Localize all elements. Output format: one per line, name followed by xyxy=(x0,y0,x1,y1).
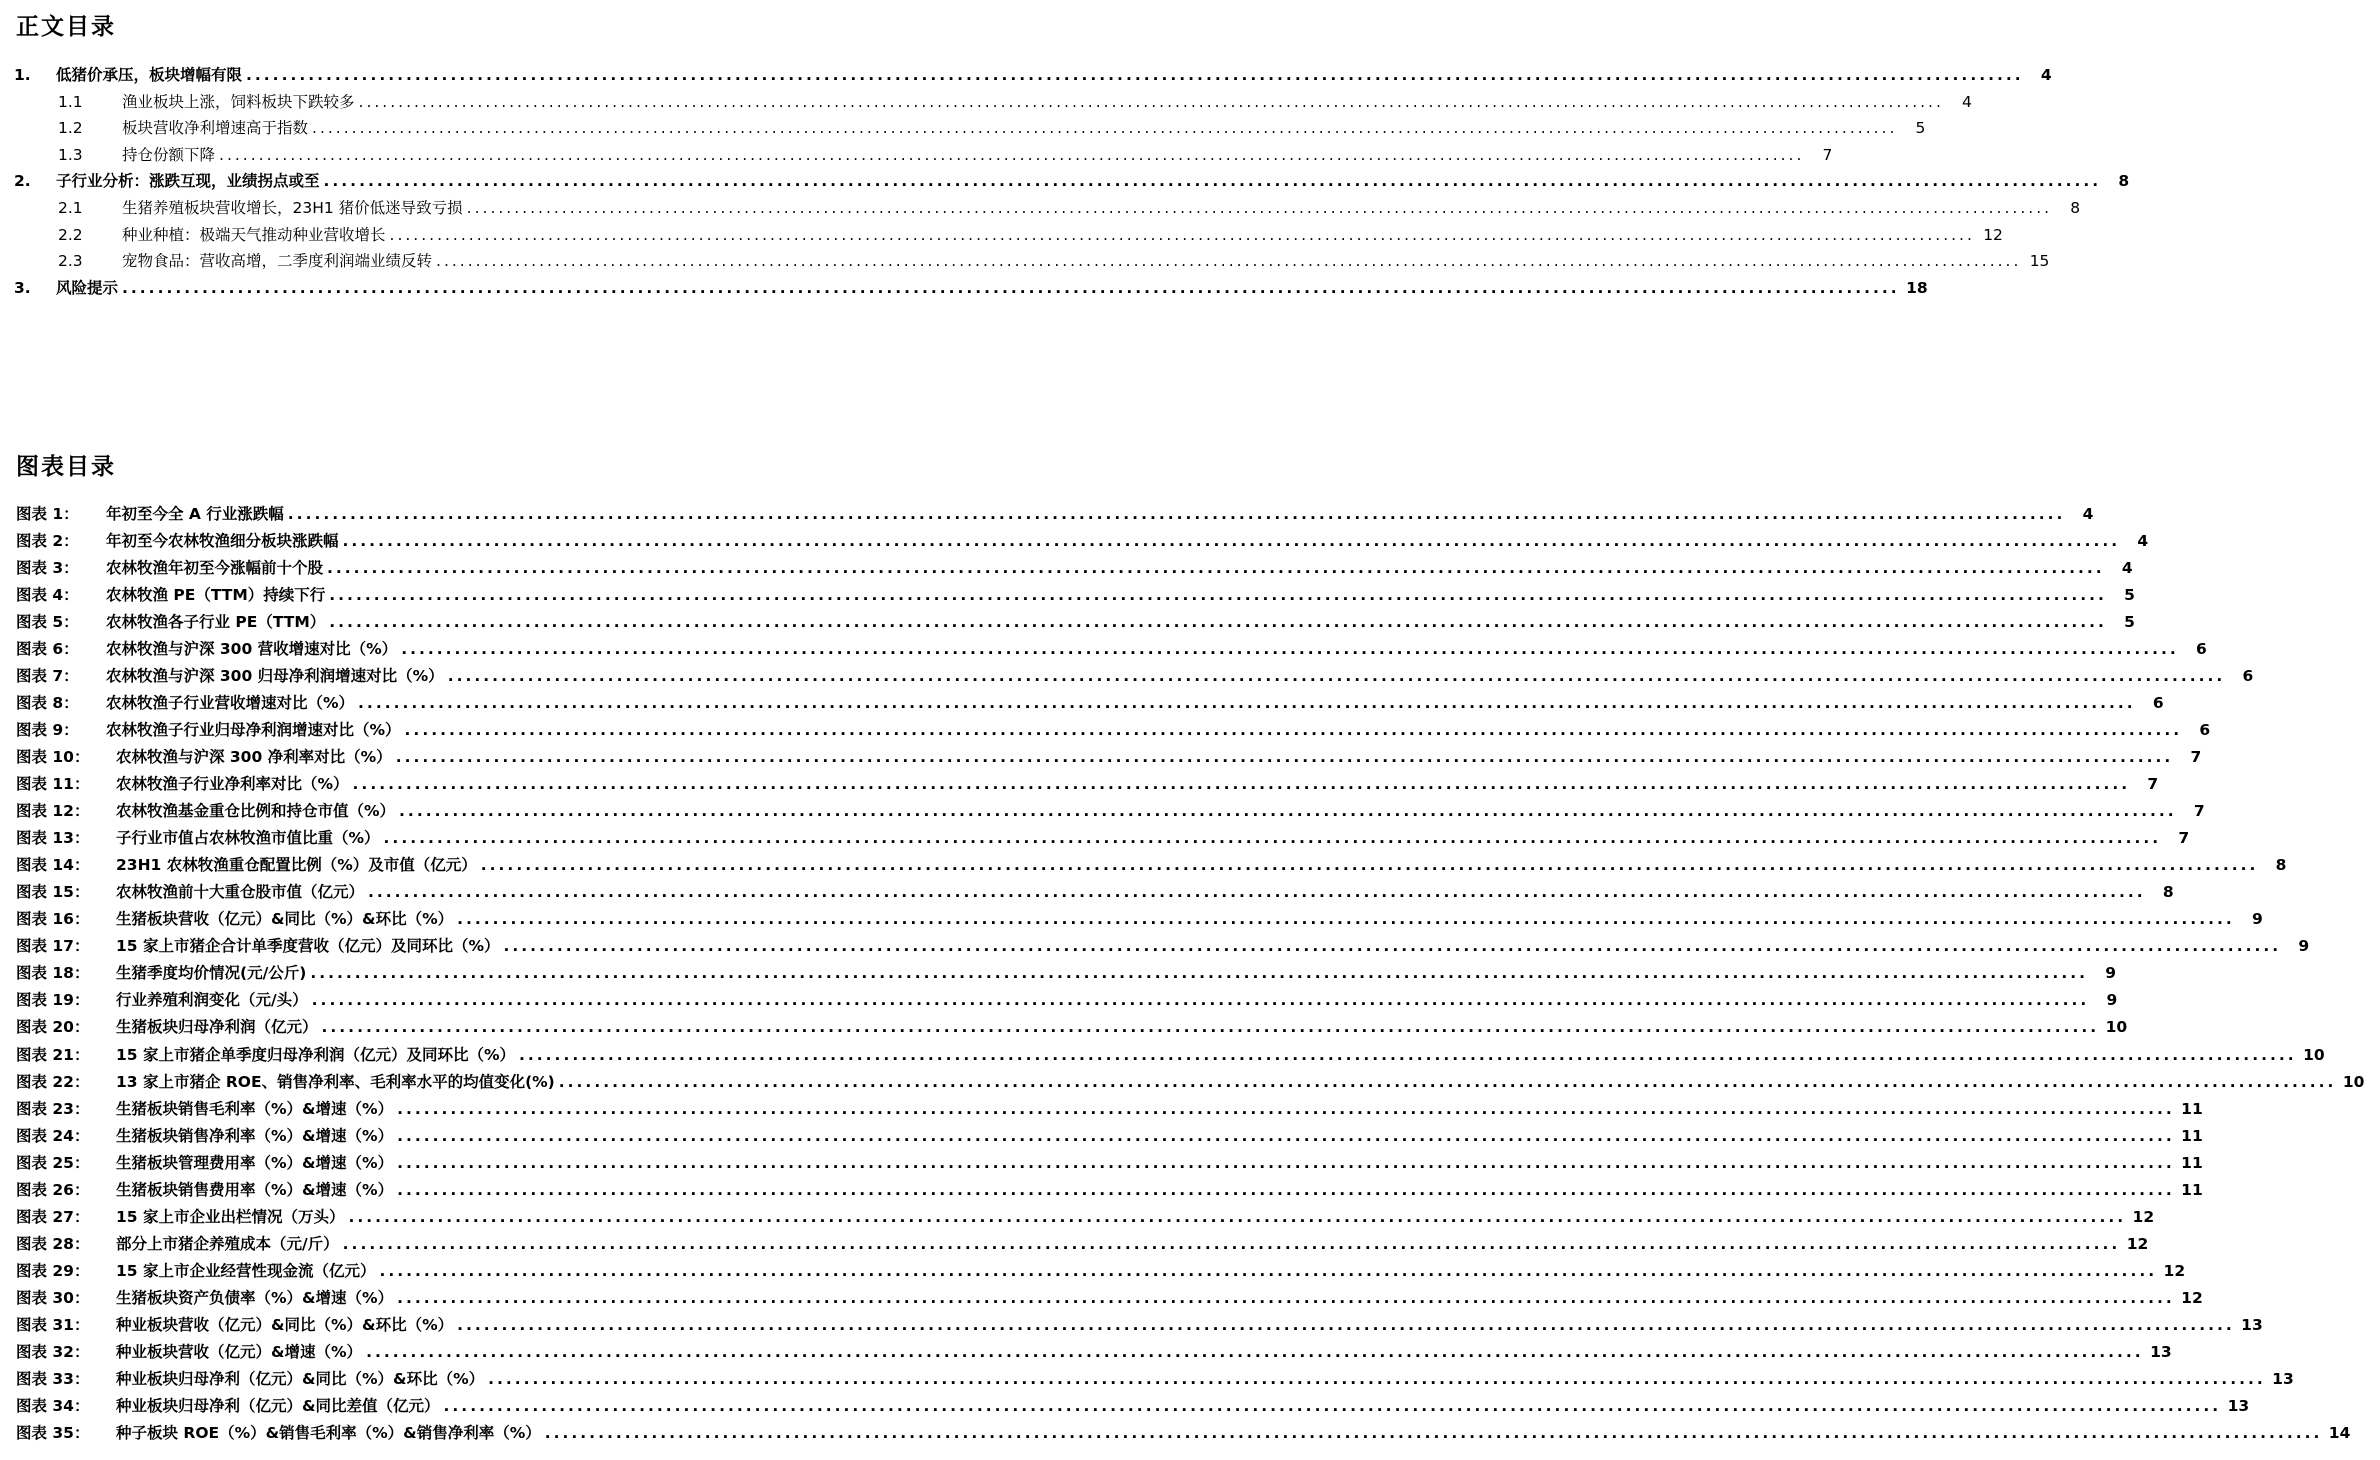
figure-entry[interactable] xyxy=(0,1312,2263,1339)
entry-title: 生猪板块销售费用率（%）&增速（%） xyxy=(116,1180,394,1199)
entry-number: 图表 12： xyxy=(16,802,90,821)
entry-title: 生猪板块管理费用率（%）&增速（%） xyxy=(116,1153,394,1172)
dot-leader: ........................................................................................................................................................................................................ xyxy=(436,252,2022,271)
dot-leader: ........................................................................................................................................................................................................ xyxy=(503,937,2282,956)
entry-number: 图表 20： xyxy=(16,1018,90,1037)
entry-number: 图表 15： xyxy=(16,883,90,902)
entry-page-number: 15 xyxy=(2029,252,2050,271)
entry-title: 农林牧渔 PE（TTM）持续下行 xyxy=(106,585,326,604)
entry-number: 图表 6： xyxy=(16,639,79,658)
entry-title: 行业养殖利润变化（元/头） xyxy=(116,991,308,1010)
entry-title: 生猪板块资产负债率（%）&增速（%） xyxy=(116,1288,394,1307)
entry-number: 图表 4： xyxy=(16,585,79,604)
entry-number: 2.3 xyxy=(58,252,83,271)
entry-title: 农林牧渔与沪深 300 净利率对比（%） xyxy=(116,747,392,766)
dot-leader: ........................................................................................................................................................................................................ xyxy=(397,1153,2175,1172)
dot-leader: ........................................................................................................................................................................................................ xyxy=(397,1288,2175,1307)
figure-entry[interactable] xyxy=(0,879,2174,906)
entry-number: 图表 17： xyxy=(16,937,90,956)
entry-page-number: 12 xyxy=(2126,1234,2149,1253)
figure-entry[interactable] xyxy=(0,716,2211,743)
entry-number: 1.1 xyxy=(58,92,83,111)
dot-leader: ........................................................................................................................................................................................................ xyxy=(379,1261,2158,1280)
figure-entry[interactable] xyxy=(0,581,2135,608)
entry-number: 图表 7： xyxy=(16,666,79,685)
toc-heading: 正文目录 xyxy=(16,13,116,40)
entry-number: 图表 13： xyxy=(16,829,90,848)
entry-number: 1.3 xyxy=(58,145,83,164)
entry-title: 农林牧渔基金重仓比例和持仓市值（%） xyxy=(116,802,396,821)
dot-leader: ........................................................................................................................................................................................................ xyxy=(311,991,2090,1010)
entry-page-number: 7 xyxy=(1822,145,1833,164)
figure-entry[interactable] xyxy=(0,1095,2203,1122)
entry-page-number: 10 xyxy=(2303,1045,2325,1064)
dot-leader: ........................................................................................................................................................................................................ xyxy=(246,66,2024,84)
figure-entry[interactable] xyxy=(0,1122,2203,1149)
entry-page-number: 12 xyxy=(2163,1261,2186,1280)
entry-page-number: 10 xyxy=(2105,1018,2128,1037)
dot-leader: ........................................................................................................................................................................................................ xyxy=(389,225,1975,244)
entry-page-number: 8 xyxy=(2275,856,2287,875)
entry-title: 23H1 农林牧渔重仓配置比例（%）及市值（亿元） xyxy=(116,856,477,875)
entry-title: 年初至今全 A 行业涨跌幅 xyxy=(106,504,284,523)
entry-title: 农林牧渔与沪深 300 归母净利润增速对比（%） xyxy=(106,666,444,685)
toc-entry[interactable] xyxy=(0,195,2081,221)
entry-page-number: 9 xyxy=(2105,964,2116,983)
entry-page-number: 4 xyxy=(2040,66,2052,84)
dot-leader: ........................................................................................................................................................................................................ xyxy=(368,883,2146,902)
entry-number: 图表 25： xyxy=(16,1153,90,1172)
entry-page-number: 9 xyxy=(2106,991,2118,1010)
entry-title: 板块营收净利增速高于指数 xyxy=(122,119,309,138)
dot-leader: ........................................................................................................................................................................................................ xyxy=(358,92,1944,111)
entry-page-number: 9 xyxy=(2298,937,2310,956)
entry-page-number: 6 xyxy=(2242,666,2254,685)
figure-entry[interactable] xyxy=(0,662,2254,689)
entry-page-number: 11 xyxy=(2181,1099,2203,1118)
figure-entry[interactable] xyxy=(0,1149,2203,1176)
entry-title: 15 家上市猪企单季度归母净利润（亿元）及同环比（%） xyxy=(116,1045,515,1064)
entry-title: 农林牧渔前十大重仓股市值（亿元） xyxy=(116,883,365,902)
entry-page-number: 5 xyxy=(1915,119,1926,138)
dot-leader: ........................................................................................................................................................................................................ xyxy=(329,585,2107,604)
entry-title: 子行业市值占农林牧渔市值比重（%） xyxy=(116,829,380,848)
dot-leader: ........................................................................................................................................................................................................ xyxy=(323,172,2102,191)
entry-title: 种业板块营收（亿元）&同比（%）&环比（%） xyxy=(116,1316,454,1334)
figure-entry[interactable] xyxy=(0,608,2135,635)
entry-page-number: 18 xyxy=(1906,278,1928,297)
entry-title: 年初至今农林牧渔细分板块涨跌幅 xyxy=(106,531,339,550)
entry-page-number: 7 xyxy=(2190,747,2202,766)
entry-number: 1. xyxy=(14,66,31,84)
dot-leader: ........................................................................................................................................................................................................ xyxy=(397,1180,2175,1199)
entry-number: 图表 27： xyxy=(16,1207,90,1226)
entry-page-number: 5 xyxy=(2124,612,2135,631)
entry-page-number: 13 xyxy=(2227,1397,2250,1416)
dot-leader: ........................................................................................................................................................................................................ xyxy=(395,747,2174,766)
entry-title: 种业板块归母净利（亿元）&同比差值（亿元） xyxy=(116,1397,440,1416)
dot-leader: ........................................................................................................................................................................................................ xyxy=(287,504,2066,523)
entry-title: 种业板块营收（亿元）&增速（%） xyxy=(116,1343,363,1362)
figure-entry[interactable] xyxy=(0,689,2164,716)
figure-entry[interactable] xyxy=(0,987,2118,1014)
entry-number: 图表 14： xyxy=(16,856,90,875)
dot-leader: ........................................................................................................................................................................................................ xyxy=(488,1370,2266,1389)
entry-title: 生猪板块归母净利润（亿元） xyxy=(116,1018,318,1037)
dot-leader: ........................................................................................................................................................................................................ xyxy=(558,1072,2337,1091)
entry-page-number: 4 xyxy=(2082,504,2094,523)
dot-leader: ........................................................................................................................................................................................................ xyxy=(358,693,2136,712)
entry-number: 2. xyxy=(14,172,31,191)
dot-leader: ........................................................................................................................................................................................................ xyxy=(352,775,2131,793)
entry-page-number: 8 xyxy=(2162,883,2174,902)
entry-page-number: 13 xyxy=(2150,1343,2172,1362)
entry-title: 低猪价承压，板块增幅有限 xyxy=(56,66,243,84)
entry-page-number: 4 xyxy=(2121,558,2133,577)
entry-title: 种业种植：极端天气推动种业营收增长 xyxy=(122,225,386,244)
entry-number: 图表 35： xyxy=(16,1424,90,1443)
entry-title: 持仓份额下降 xyxy=(122,145,216,164)
figure-entry[interactable] xyxy=(0,527,2149,554)
dot-leader: ........................................................................................................................................................................................................ xyxy=(321,1018,2100,1037)
entry-number: 图表 28： xyxy=(16,1234,90,1253)
entry-number: 图表 30： xyxy=(16,1288,90,1307)
entry-number: 图表 34： xyxy=(16,1397,90,1416)
entry-number: 2.2 xyxy=(58,225,83,244)
entry-page-number: 11 xyxy=(2181,1180,2203,1199)
figure-entry[interactable] xyxy=(0,852,2287,879)
dot-leader: ........................................................................................................................................................................................................ xyxy=(312,119,1898,138)
toc-entry[interactable] xyxy=(0,89,1972,115)
entry-title: 生猪季度均价情况(元/公斤) xyxy=(116,964,307,983)
entry-page-number: 9 xyxy=(2251,910,2263,929)
figure-entry[interactable] xyxy=(0,743,2202,770)
dot-leader: ........................................................................................................................................................................................................ xyxy=(310,964,2088,983)
entry-page-number: 6 xyxy=(2152,693,2164,712)
entry-page-number: 8 xyxy=(2118,172,2130,191)
toc-entry[interactable] xyxy=(0,275,1928,301)
entry-page-number: 6 xyxy=(2199,720,2211,739)
dot-leader: ........................................................................................................................................................................................................ xyxy=(399,802,2177,821)
entry-page-number: 11 xyxy=(2181,1126,2203,1145)
figure-entry[interactable] xyxy=(0,500,2094,527)
dot-leader: ........................................................................................................................................................................................................ xyxy=(443,1397,2222,1416)
figure-entry[interactable] xyxy=(0,1014,2128,1041)
entry-number: 图表 24： xyxy=(16,1126,90,1145)
entry-number: 图表 22： xyxy=(16,1072,90,1091)
toc-entry[interactable] xyxy=(0,62,2052,88)
entry-title: 生猪养殖板块营收增长，23H1 猪价低迷导致亏损 xyxy=(122,199,463,217)
entry-title: 15 家上市企业经营性现金流（亿元） xyxy=(116,1261,376,1280)
figure-entry[interactable] xyxy=(0,1284,2203,1311)
entry-page-number: 13 xyxy=(2272,1370,2294,1389)
figure-entry[interactable] xyxy=(0,1420,2351,1447)
entry-number: 图表 8： xyxy=(16,693,79,712)
entry-number: 图表 11： xyxy=(16,775,90,793)
dot-leader: ........................................................................................................................................................................................................ xyxy=(404,720,2183,739)
figure-entry[interactable] xyxy=(0,798,2205,825)
entry-title: 风险提示 xyxy=(56,278,119,297)
figure-entry[interactable] xyxy=(0,1366,2294,1393)
entry-page-number: 7 xyxy=(2147,775,2159,793)
entry-title: 15 家上市企业出栏情况（万头） xyxy=(116,1207,345,1226)
figure-entry[interactable] xyxy=(0,1339,2172,1366)
toc-entry[interactable] xyxy=(0,248,2050,274)
entry-title: 部分上市猪企养殖成本（元/斤） xyxy=(116,1234,339,1253)
entry-number: 图表 2： xyxy=(16,531,79,550)
entry-title: 生猪板块营收（亿元）&同比（%）&环比（%） xyxy=(116,910,454,929)
entry-number: 图表 1： xyxy=(16,504,79,523)
entry-number: 图表 18： xyxy=(16,964,90,983)
entry-title: 种子板块 ROE（%）&销售毛利率（%）&销售净利率（%） xyxy=(116,1424,541,1443)
dot-leader: ........................................................................................................................................................................................................ xyxy=(397,1099,2175,1118)
dot-leader: ........................................................................................................................................................................................................ xyxy=(383,829,2162,848)
entry-title: 农林牧渔各子行业 PE（TTM） xyxy=(106,612,326,631)
dot-leader: ........................................................................................................................................................................................................ xyxy=(397,1126,2175,1145)
entry-number: 图表 26： xyxy=(16,1180,90,1199)
figures-heading: 图表目录 xyxy=(16,453,116,480)
dot-leader: ........................................................................................................................................................................................................ xyxy=(342,531,2121,550)
dot-leader: ........................................................................................................................................................................................................ xyxy=(329,612,2107,631)
toc-entry[interactable] xyxy=(0,222,2003,248)
figure-entry[interactable] xyxy=(0,635,2207,662)
entry-number: 图表 3： xyxy=(16,558,79,577)
figure-entry[interactable] xyxy=(0,1257,2186,1284)
entry-title: 宠物食品：营收高增，二季度利润端业绩反转 xyxy=(122,252,433,271)
entry-number: 图表 10： xyxy=(16,747,90,766)
entry-number: 图表 29： xyxy=(16,1261,90,1280)
figure-entry[interactable] xyxy=(0,1203,2155,1230)
entry-title: 农林牧渔年初至今涨幅前十个股 xyxy=(106,558,324,577)
figure-entry[interactable] xyxy=(0,771,2159,798)
entry-page-number: 7 xyxy=(2193,802,2205,821)
dot-leader: ........................................................................................................................................................................................................ xyxy=(457,910,2235,929)
figure-entry[interactable] xyxy=(0,1230,2149,1257)
dot-leader: ........................................................................................................................................................................................................ xyxy=(447,666,2226,685)
entry-number: 2.1 xyxy=(58,199,83,217)
dot-leader: ........................................................................................................................................................................................................ xyxy=(122,278,1900,297)
toc-entry[interactable] xyxy=(0,168,2130,194)
entry-number: 图表 16： xyxy=(16,910,90,929)
dot-leader: ........................................................................................................................................................................................................ xyxy=(519,1045,2297,1064)
dot-leader: ........................................................................................................................................................................................................ xyxy=(480,856,2259,875)
entry-number: 图表 9： xyxy=(16,720,79,739)
entry-number: 图表 5： xyxy=(16,612,79,631)
entry-number: 图表 32： xyxy=(16,1343,90,1362)
entry-title: 15 家上市猪企合计单季度营收（亿元）及同环比（%） xyxy=(116,937,500,956)
dot-leader: ........................................................................................................................................................................................................ xyxy=(219,145,1805,164)
entry-number: 3. xyxy=(14,278,31,297)
dot-leader: ........................................................................................................................................................................................................ xyxy=(466,199,2053,217)
entry-number: 图表 23： xyxy=(16,1099,90,1118)
figure-entry[interactable] xyxy=(0,906,2263,933)
entry-page-number: 14 xyxy=(2328,1424,2351,1443)
entry-page-number: 4 xyxy=(2137,531,2149,550)
entry-title: 农林牧渔与沪深 300 营收增速对比（%） xyxy=(106,639,398,658)
dot-leader: ........................................................................................................................................................................................................ xyxy=(366,1343,2144,1362)
entry-title: 农林牧渔子行业归母净利润增速对比（%） xyxy=(106,720,401,739)
entry-page-number: 12 xyxy=(2181,1288,2203,1307)
figure-entry[interactable] xyxy=(0,1176,2203,1203)
figure-entry[interactable] xyxy=(0,933,2310,960)
entry-page-number: 11 xyxy=(2181,1153,2203,1172)
entry-page-number: 5 xyxy=(2124,585,2135,604)
figure-entry[interactable] xyxy=(0,1041,2325,1068)
entry-title: 13 家上市猪企 ROE、销售净利率、毛利率水平的均值变化(%) xyxy=(116,1072,555,1091)
entry-number: 图表 31： xyxy=(16,1316,90,1334)
dot-leader: ........................................................................................................................................................................................................ xyxy=(457,1316,2235,1334)
entry-title: 农林牧渔子行业营收增速对比（%） xyxy=(106,693,355,712)
entry-number: 图表 19： xyxy=(16,991,90,1010)
dot-leader: ........................................................................................................................................................................................................ xyxy=(348,1207,2127,1226)
toc-entry[interactable] xyxy=(0,142,1833,168)
entry-title: 农林牧渔子行业净利率对比（%） xyxy=(116,775,349,793)
entry-number: 图表 21： xyxy=(16,1045,90,1064)
entry-page-number: 10 xyxy=(2342,1072,2365,1091)
entry-title: 生猪板块销售毛利率（%）&增速（%） xyxy=(116,1099,394,1118)
dot-leader: ........................................................................................................................................................................................................ xyxy=(342,1234,2121,1253)
entry-page-number: 6 xyxy=(2196,639,2207,658)
entry-page-number: 8 xyxy=(2070,199,2081,217)
figure-entry[interactable] xyxy=(0,1068,2365,1095)
entry-number: 1.2 xyxy=(58,119,83,138)
entry-title: 种业板块归母净利（亿元）&同比（%）&环比（%） xyxy=(116,1370,485,1389)
entry-title: 渔业板块上涨，饲料板块下跌较多 xyxy=(122,92,355,111)
entry-title: 子行业分析：涨跌互现，业绩拐点或至 xyxy=(56,172,320,191)
dot-leader: ........................................................................................................................................................................................................ xyxy=(327,558,2105,577)
entry-number: 图表 33： xyxy=(16,1370,90,1389)
figure-entry[interactable] xyxy=(0,1393,2250,1420)
entry-page-number: 12 xyxy=(2132,1207,2155,1226)
figure-entry[interactable] xyxy=(0,825,2190,852)
dot-leader: ........................................................................................................................................................................................................ xyxy=(401,639,2179,658)
entry-page-number: 13 xyxy=(2241,1316,2263,1334)
figure-entry[interactable] xyxy=(0,960,2116,987)
dot-leader: ........................................................................................................................................................................................................ xyxy=(544,1424,2323,1443)
toc-entry[interactable] xyxy=(0,115,1926,141)
entry-page-number: 12 xyxy=(1983,225,2003,244)
entry-title: 生猪板块销售净利率（%）&增速（%） xyxy=(116,1126,394,1145)
figure-entry[interactable] xyxy=(0,554,2133,581)
entry-page-number: 7 xyxy=(2178,829,2190,848)
entry-page-number: 4 xyxy=(1962,92,1972,111)
